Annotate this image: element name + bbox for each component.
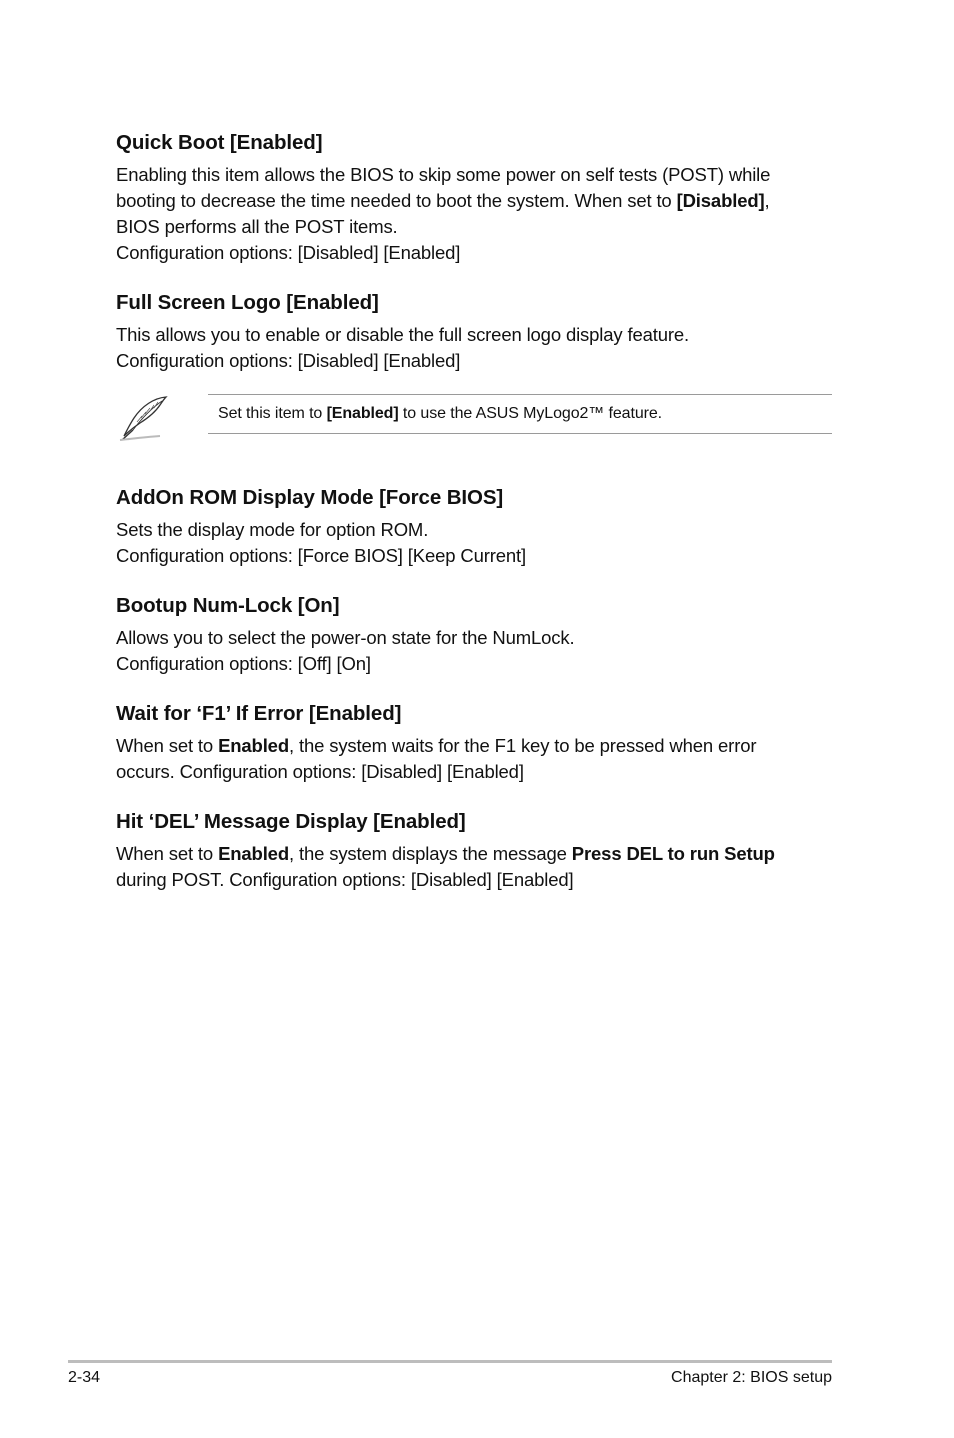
section-body: Enabling this item allows the BIOS to skip some power on self tests (POST) while booting to decrease the time needed to boot the system. When set to [Disabled], BIOS performs all the POST items. Configuration options: [Disabled] [Enabled] bbox=[116, 164, 771, 263]
chapter-title: Chapter 2: BIOS setup bbox=[671, 1369, 832, 1386]
page-number: 2-34 bbox=[68, 1369, 101, 1386]
feather-pen-icon bbox=[114, 394, 168, 442]
section-body: When set to Enabled, the system waits for the F1 key to be pressed when error occurs. Configuration options: [Disabled] [Enabled] bbox=[116, 735, 757, 782]
section-full-screen-logo bbox=[116, 290, 836, 374]
section-heading: Wait for ‘F1’ If Error [Enabled] bbox=[116, 702, 402, 725]
note-text: Set this item to [Enabled] to use the ASUS MyLogo2™ feature. bbox=[218, 405, 662, 422]
section-quick-boot bbox=[116, 130, 836, 266]
note-box bbox=[110, 392, 832, 438]
note-divider-top bbox=[208, 394, 832, 395]
section-body: This allows you to enable or disable the full screen logo display feature. Configuration options: [Disabled] [Enabled] bbox=[116, 324, 690, 371]
section-heading: AddOn ROM Display Mode [Force BIOS] bbox=[116, 486, 504, 509]
section-body: When set to Enabled, the system displays the message Press DEL to run Setup during POST. Configuration options: [Disabled] [Enabled] bbox=[116, 843, 775, 890]
section-heading: Hit ‘DEL’ Message Display [Enabled] bbox=[116, 810, 466, 833]
section-wait-for-f1 bbox=[116, 701, 836, 785]
note-divider-bottom bbox=[208, 433, 832, 434]
section-heading: Bootup Num-Lock [On] bbox=[116, 594, 340, 617]
section-heading: Quick Boot [Enabled] bbox=[116, 131, 323, 154]
section-body: Sets the display mode for option ROM. Configuration options: [Force BIOS] [Keep Current] bbox=[116, 519, 526, 566]
footer-divider bbox=[68, 1360, 832, 1363]
section-addon-rom-display-mode bbox=[116, 485, 836, 569]
section-heading: Full Screen Logo [Enabled] bbox=[116, 291, 379, 314]
section-hit-del-message bbox=[116, 809, 836, 893]
section-body: Allows you to select the power-on state for the NumLock. Configuration options: [Off] [On] bbox=[116, 627, 575, 674]
section-bootup-num-lock bbox=[116, 593, 836, 677]
